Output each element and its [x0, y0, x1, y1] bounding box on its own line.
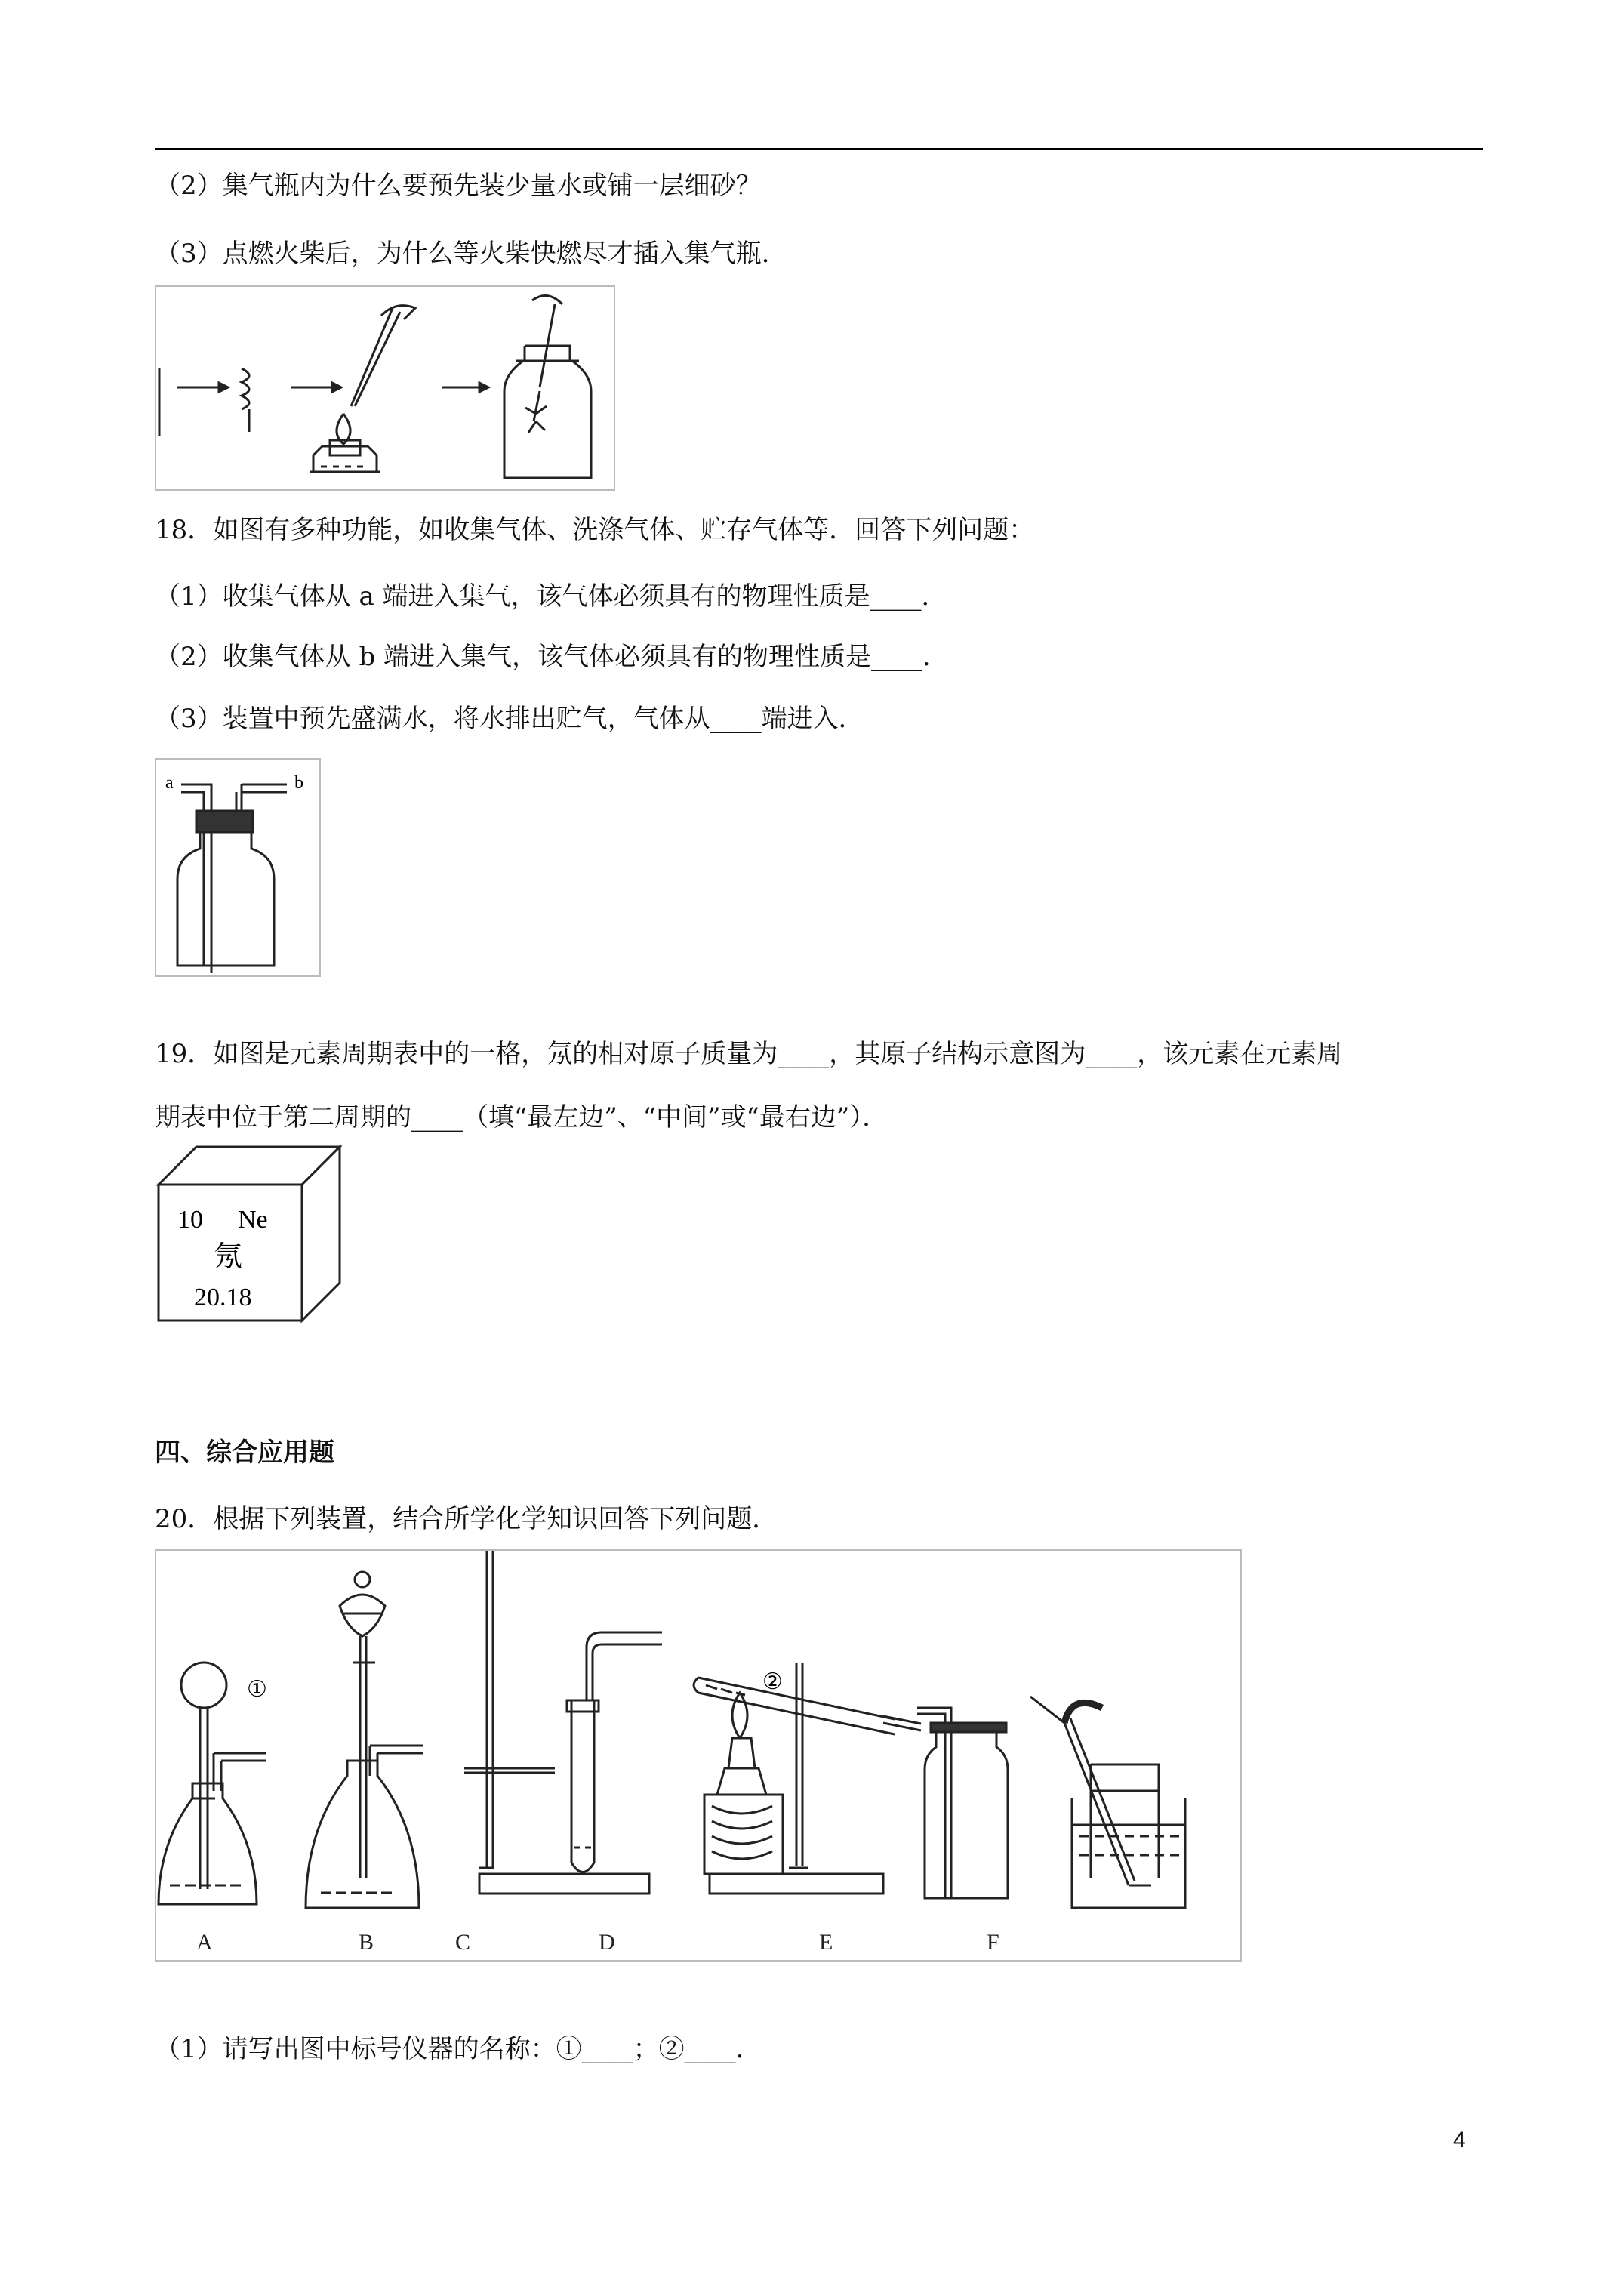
apparatus-label-f: F	[987, 1930, 999, 1955]
marker-2: ②	[762, 1669, 783, 1694]
q20-sub1: （1）请写出图中标号仪器的名称：①____；②____．	[155, 2034, 762, 2064]
q19-element-cell	[155, 1143, 343, 1324]
header-rule	[155, 148, 1483, 150]
element-name: 氖	[214, 1240, 243, 1273]
element-mass: 20.18	[194, 1284, 252, 1311]
q17-sub2: （2）集气瓶内为什么要预先装少量水或铺一层细砂？	[155, 171, 762, 201]
section-heading: 四、综合应用题	[155, 1438, 334, 1468]
marker-1: ①	[247, 1677, 267, 1702]
q18-label-a: a	[165, 773, 174, 793]
apparatus-label-d: D	[599, 1930, 615, 1955]
q19-line1: 19．如图是元素周期表中的一格，氖的相对原子质量为____，其原子结构示意图为____，该元素在元素周	[155, 1039, 1343, 1069]
page-number: 4	[1453, 2128, 1466, 2153]
apparatus-label-c: C	[455, 1930, 471, 1955]
q18-sub2: （2）收集气体从 b 端进入集气，该气体必须具有的物理性质是____．	[155, 642, 949, 672]
q18-sub1: （1）收集气体从 a 端进入集气，该气体必须具有的物理性质是____．	[155, 581, 947, 612]
q18-gas-bottle-figure	[155, 758, 321, 977]
apparatus-label-b: B	[359, 1930, 374, 1955]
q20-stem: 20．根据下列装置，结合所学化学知识回答下列问题．	[155, 1504, 778, 1534]
q18-stem: 18．如图有多种功能，如收集气体、洗涤气体、贮存气体等．回答下列问题：	[155, 515, 1035, 545]
q18-label-b: b	[294, 773, 303, 793]
element-number: 10	[177, 1206, 203, 1234]
apparatus-label-a: A	[196, 1930, 213, 1955]
apparatus-label-e: E	[819, 1930, 833, 1955]
q17-figure	[155, 285, 615, 491]
q19-line2: 期表中位于第二周期的____（填“最左边”、“中间”或“最右边”）．	[155, 1102, 888, 1133]
q18-sub3: （3）装置中预先盛满水，将水排出贮气，气体从____端进入．	[155, 704, 864, 734]
element-symbol: Ne	[238, 1206, 268, 1234]
q17-sub3: （3）点燃火柴后，为什么等火柴快燃尽才插入集气瓶.	[155, 239, 770, 269]
q20-apparatus-figure	[155, 1549, 1242, 1962]
